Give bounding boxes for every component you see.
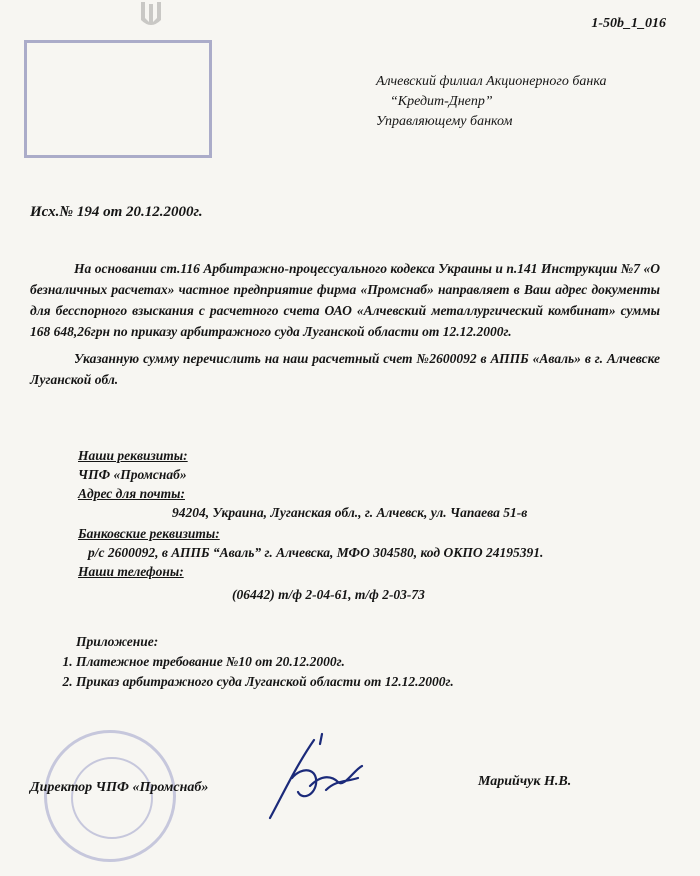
bank-details: р/с 2600092, в АППБ “Аваль” г. Алчевска, МФО 304580, код ОКПО 24195391. <box>88 545 544 560</box>
attachments-heading: Приложение: <box>76 634 159 649</box>
body-paragraph: На основании ст.116 Арбитражно-процессуального кодекса Украины и п.141 Инструкции №7 «О безналичных расчетах» частное предприятие фирма «Промснаб» направляет в Ваш адрес документы для бесспорного взыскания с расчетного счета ОАО «Алчевский металлургический комбинат» суммы 168 648,26грн по приказу арбитражного суда Луганской области от 12.12.2000г. <box>30 261 660 339</box>
postal-label: Адрес для почты: <box>78 486 185 501</box>
attachment-item: 2. Приказ арбитражного суда Луганской области от 12.12.2000г. <box>76 672 454 692</box>
handwritten-signature <box>262 726 382 826</box>
addressee-line: Алчевский филиал Акционерного банка <box>376 74 607 89</box>
round-seal <box>44 730 176 862</box>
attachments-block <box>58 632 454 692</box>
registration-stamp <box>24 40 212 158</box>
document-reference: 1-50b_1_016 <box>591 16 666 31</box>
phones-label: Наши телефоны: <box>78 564 184 579</box>
addressee-line: Управляющему банком <box>376 114 513 129</box>
letter-body <box>30 258 660 390</box>
attachment-item: 1. Платежное требование №10 от 20.12.2000г. <box>76 652 454 672</box>
requisites-heading: Наши реквизиты: <box>78 448 188 463</box>
director-name: Марийчук Н.В. <box>478 774 572 789</box>
company-name: ЧПФ «Промснаб» <box>78 467 187 482</box>
addressee-line: “Кредит-Днепр” <box>390 94 493 109</box>
postal-address: 94204, Украина, Луганская обл., г. Алчевск, ул. Чапаева 51-в <box>172 505 528 520</box>
body-paragraph: Указанную сумму перечислить на наш расчетный счет №2600092 в АППБ «Аваль» в г. Алчевске Луганской обл. <box>30 351 660 387</box>
requisites-block <box>78 446 543 604</box>
attachments-list <box>58 652 454 692</box>
director-title: Директор ЧПФ «Промснаб» <box>30 780 209 795</box>
phones-value: (06442) т/ф 2-04-61, т/ф 2-03-73 <box>232 587 425 602</box>
outgoing-number: Исх.№ 194 от 20.12.2000г. <box>30 204 203 220</box>
addressee-block <box>376 72 607 132</box>
trident-emblem-icon <box>138 0 164 30</box>
bank-label: Банковские реквизиты: <box>78 526 220 541</box>
